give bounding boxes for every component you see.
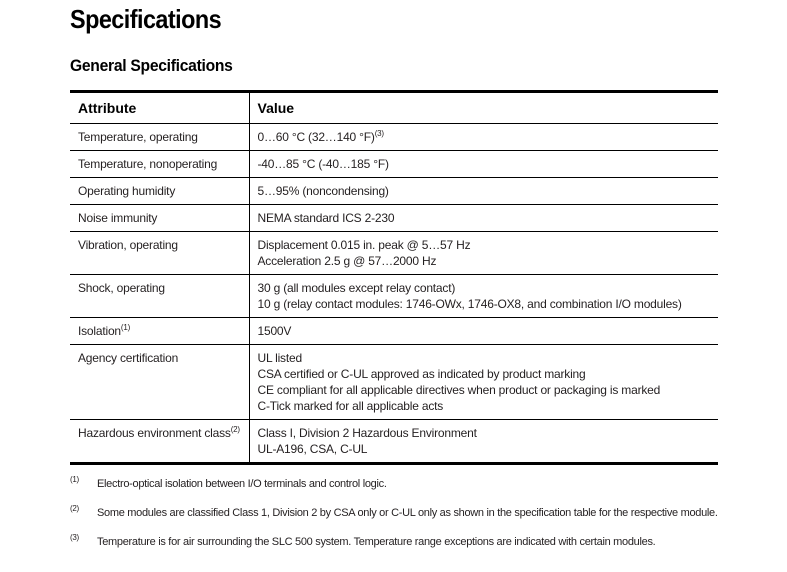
value-line: UL-A196, CSA, C-UL xyxy=(257,442,368,456)
value-line: UL listed xyxy=(257,351,302,365)
footnote-ref: (1) xyxy=(120,323,131,332)
value-line: 0…60 °C (32…140 °F) xyxy=(257,130,375,144)
value-line: 10 g (relay contact modules: 1746-OWx, 1746-OX8, and combination I/O modules) xyxy=(257,297,682,311)
value-line: CSA certified or C-UL approved as indicated by product marking xyxy=(257,367,586,381)
attribute-cell xyxy=(70,178,249,205)
section-title: General Specifications xyxy=(70,56,233,75)
value-line: CE compliant for all applicable directives when product or packaging is marked xyxy=(257,383,661,397)
attribute-cell xyxy=(70,124,249,151)
attribute-label: Shock, operating xyxy=(78,281,165,295)
value-line: C-Tick marked for all applicable acts xyxy=(257,399,444,413)
footnote xyxy=(70,534,730,563)
attribute-label: Agency certification xyxy=(78,351,179,365)
specifications-table xyxy=(70,90,718,465)
footnote-ref: (2) xyxy=(230,425,240,434)
attribute-cell xyxy=(70,345,249,420)
attribute-label: Temperature, nonoperating xyxy=(78,157,218,171)
value-line: NEMA standard ICS 2-230 xyxy=(257,211,395,225)
attribute-cell xyxy=(70,275,249,318)
table-row xyxy=(70,124,718,151)
table-row xyxy=(70,420,718,464)
footnote xyxy=(70,505,730,534)
header-attribute: Attribute xyxy=(70,92,249,124)
value-line: 30 g (all modules except relay contact) xyxy=(257,281,456,295)
attribute-label: Temperature, operating xyxy=(78,130,198,144)
footnote-mark: (1) xyxy=(70,475,79,484)
table-row xyxy=(70,178,718,205)
value-cell xyxy=(249,205,718,232)
value-line: Acceleration 2.5 g @ 57…2000 Hz xyxy=(257,254,437,268)
value-cell xyxy=(249,275,718,318)
table-header-row xyxy=(70,92,718,124)
table-row xyxy=(70,275,718,318)
value-line: Class I, Division 2 Hazardous Environment xyxy=(257,426,477,440)
footnote-text: Some modules are classified Class 1, Division 2 by CSA only or C-UL only as shown in the specification table for the respective module. xyxy=(97,507,718,519)
attribute-cell xyxy=(70,420,249,464)
table-row xyxy=(70,318,718,345)
footnote-mark: (2) xyxy=(70,504,79,513)
value-line: Displacement 0.015 in. peak @ 5…57 Hz xyxy=(257,238,471,252)
table-row xyxy=(70,151,718,178)
table-row xyxy=(70,345,718,420)
value-line: -40…85 °C (-40…185 °F) xyxy=(257,157,389,171)
attribute-label: Isolation xyxy=(78,324,121,338)
footnote-ref: (3) xyxy=(374,129,384,138)
header-value: Value xyxy=(249,92,718,124)
value-line: 5…95% (noncondensing) xyxy=(257,184,389,198)
footnotes xyxy=(70,476,730,563)
footnote-text: Electro-optical isolation between I/O terminals and control logic. xyxy=(97,478,387,490)
attribute-label: Hazardous environment class xyxy=(78,426,231,440)
attribute-cell xyxy=(70,205,249,232)
value-cell xyxy=(249,420,718,464)
table-row xyxy=(70,232,718,275)
attribute-label: Vibration, operating xyxy=(78,238,178,252)
value-cell xyxy=(249,151,718,178)
attribute-cell xyxy=(70,151,249,178)
footnote xyxy=(70,476,730,505)
footnote-text: Temperature is for air surrounding the SLC 500 system. Temperature range exceptions are indicated with certain modules. xyxy=(97,536,656,548)
page-title: Specifications xyxy=(70,4,222,34)
table-row xyxy=(70,205,718,232)
attribute-cell xyxy=(70,318,249,345)
footnote-mark: (3) xyxy=(70,533,79,542)
attribute-cell xyxy=(70,232,249,275)
value-cell xyxy=(249,124,718,151)
value-cell xyxy=(249,178,718,205)
attribute-label: Operating humidity xyxy=(78,184,176,198)
attribute-label: Noise immunity xyxy=(78,211,158,225)
value-cell xyxy=(249,318,718,345)
value-cell xyxy=(249,232,718,275)
value-line: 1500V xyxy=(257,324,292,338)
value-cell xyxy=(249,345,718,420)
